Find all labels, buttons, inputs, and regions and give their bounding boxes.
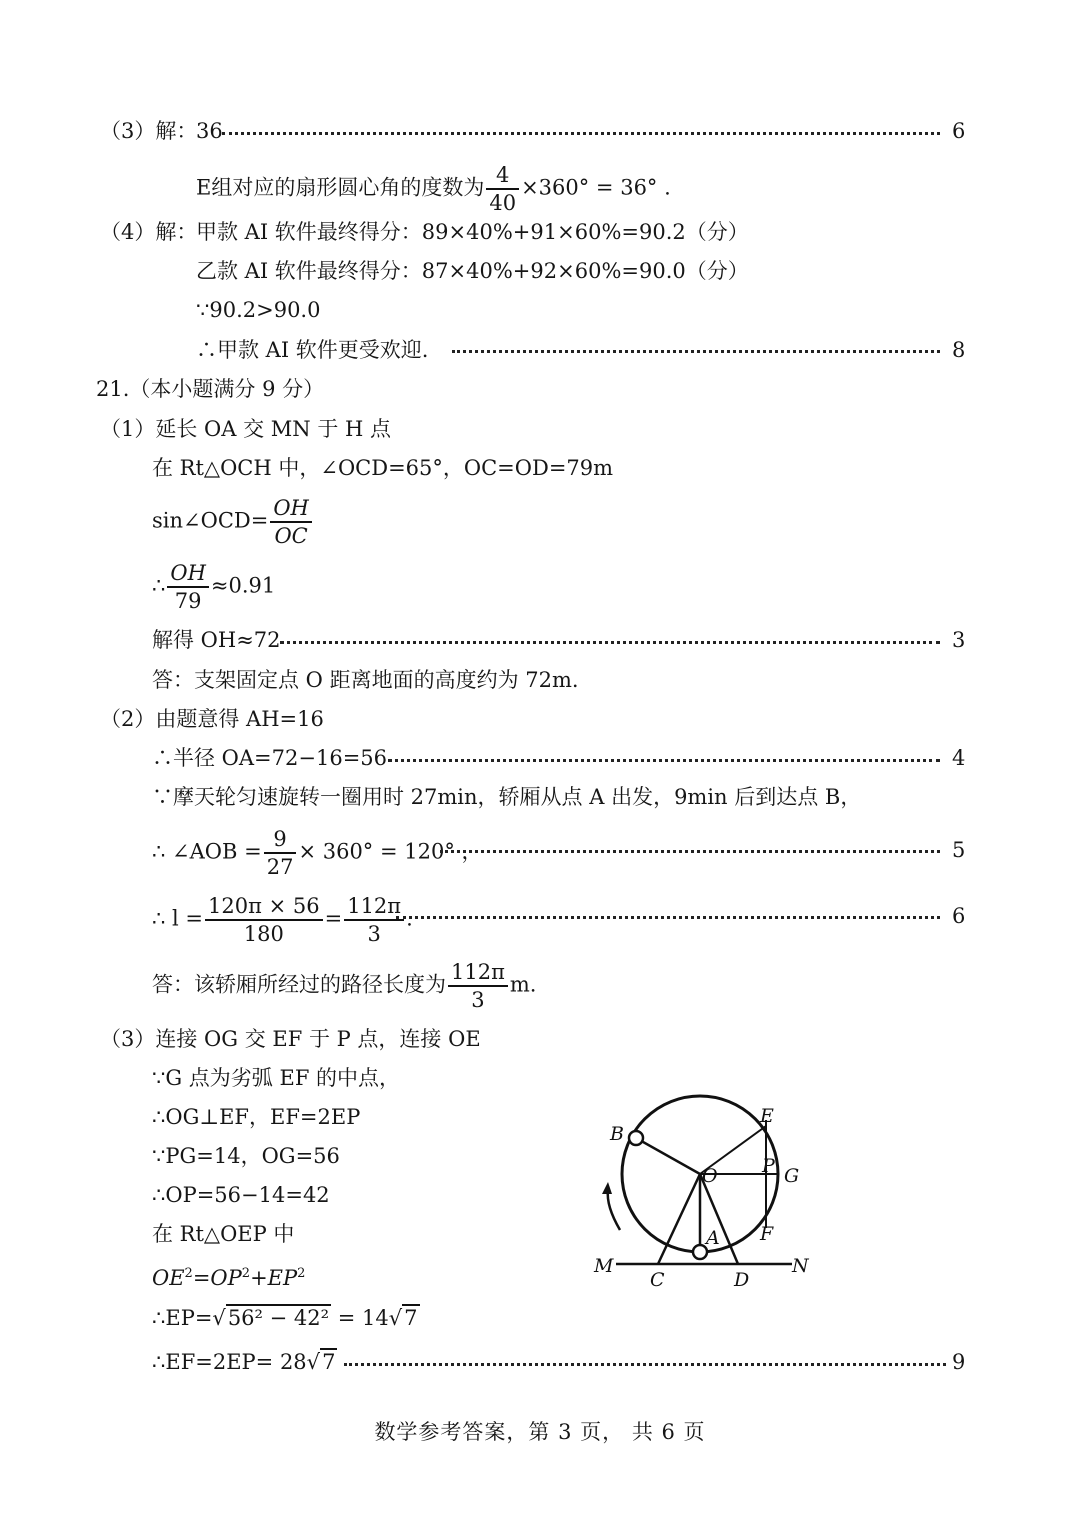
leader-dots	[452, 350, 940, 353]
q21-2-line1: （2）由题意得 AH=16	[100, 707, 324, 731]
label-b: B	[610, 1123, 624, 1145]
q21-1-sin-equation: sin∠OCD= $\frac{OH}{OC}$	[152, 495, 314, 549]
leader-dots	[396, 916, 940, 919]
radius-ob	[636, 1138, 700, 1174]
leader-dots	[280, 641, 940, 644]
fraction: $\frac{4}{40}$	[486, 162, 519, 216]
score-mark: 6	[952, 119, 966, 143]
sqrt-icon: √	[212, 1306, 226, 1330]
q21-2-answer: 答：该轿厢所经过的路径长度为 $\frac{112\pi}{3}$ m.	[152, 960, 537, 1012]
q21-3-line4: ∵PG=14，OG=56	[152, 1144, 340, 1168]
q21-1-solve: 解得 OH≈72	[152, 628, 281, 652]
q20-3-label: （3）解：	[100, 119, 198, 143]
q21-3-line6: 在 Rt△OEP 中	[152, 1222, 295, 1246]
leader-dots	[388, 759, 940, 762]
score-mark: 3	[952, 628, 966, 652]
rotation-arrow-icon	[608, 1190, 620, 1230]
label-n: N	[792, 1255, 809, 1277]
label-c: C	[650, 1269, 665, 1290]
score-mark: 9	[952, 1350, 966, 1374]
sqrt-icon: √	[388, 1306, 403, 1330]
q20-4-label: （4）解：	[100, 220, 198, 244]
fraction: $\frac{112\pi}{3}$	[448, 959, 508, 1013]
label-p: P	[762, 1155, 775, 1177]
fraction: $\frac{120\pi \times 56}{180}$	[205, 893, 323, 947]
score-mark: 4	[952, 746, 966, 770]
q21-2-angle: ∴ ∠AOB = $\frac{9}{27}$ × 360° = 120° ，	[152, 827, 483, 879]
q21-2-arc-length: ∴ l = $\frac{120\pi \times 56}{180}$ = $\frac{112\pi}{3}$ .	[152, 894, 413, 946]
q20-4-line3: ∵90.2>90.0	[196, 298, 321, 322]
arrow-head-icon	[602, 1182, 612, 1194]
cabin-b	[629, 1131, 643, 1145]
q20-4-line1: 甲款 AI 软件最终得分：89×40%+91×60%=90.2（分）	[196, 220, 749, 244]
label-a: A	[706, 1227, 720, 1249]
label-d: D	[734, 1269, 750, 1290]
q21-3-ep: ∴EP=√56² − 42² = 14√7	[152, 1306, 418, 1330]
cabin-a	[693, 1245, 707, 1259]
q21-1-line2: 在 Rt△OCH 中，∠OCD=65°，OC=OD=79m	[152, 456, 614, 480]
label-g: G	[784, 1165, 800, 1187]
label-o: O	[702, 1165, 718, 1187]
q21-1-approx: ∴ $\frac{OH}{79}$ ≈0.91	[152, 561, 276, 613]
leader-dots	[440, 850, 940, 853]
score-mark: 8	[952, 338, 966, 362]
q21-2-radius: ∴半径 OA=72−16=56	[152, 746, 388, 770]
q20-3-answer: 36	[196, 119, 223, 143]
fraction: $\frac{OH}{79}$	[167, 560, 209, 614]
sqrt-icon: √	[306, 1350, 321, 1374]
label-m: M	[594, 1255, 614, 1277]
fraction: $\frac{112\pi}{3}$	[344, 893, 404, 947]
leader-dots	[222, 132, 940, 135]
q20-4-line4: ∴甲款 AI 软件更受欢迎.	[196, 338, 429, 362]
q21-3-line5: ∴OP=56−14=42	[152, 1183, 330, 1207]
q21-1-answer: 答：支架固定点 O 距离地面的高度约为 72m.	[152, 668, 579, 692]
page-footer: 数学参考答案，第 3 页， 共 6 页	[374, 1420, 706, 1444]
q21-3-line3: ∴OG⊥EF，EF=2EP	[152, 1105, 361, 1129]
score-mark: 5	[952, 838, 966, 862]
label-e: E	[760, 1105, 774, 1127]
q21-1-line1: （1）延长 OA 交 MN 于 H 点	[100, 417, 391, 441]
q21-3-ef: ∴EF=2EP= 28√7	[152, 1350, 336, 1374]
q21-3-line1: （3）连接 OG 交 EF 于 P 点，连接 OE	[100, 1027, 481, 1051]
fraction: $\frac{OH}{OC}$	[270, 495, 312, 549]
ferris-wheel-diagram	[580, 1090, 820, 1290]
leader-dots	[344, 1363, 946, 1366]
q21-3-pythagoras: $OE^2=OP^2+EP^2$	[152, 1266, 306, 1290]
q21-3-line2: ∵G 点为劣弧 EF 的中点，	[152, 1066, 401, 1090]
score-mark: 6	[952, 904, 966, 928]
q20-4-line2: 乙款 AI 软件最终得分：87×40%+92×60%=90.0（分）	[196, 259, 749, 283]
label-f: F	[760, 1223, 774, 1245]
q20-3-line2: E组对应的扇形圆心角的度数为 $\frac{4}{40}$ ×360° = 36° .	[196, 163, 671, 215]
q21-2-rotation: ∵摩天轮匀速旋转一圈用时 27min，轿厢从点 A 出发，9min 后到达点 B，	[152, 785, 862, 809]
fraction: $\frac{9}{27}$	[264, 826, 297, 880]
q21-header: 21.（本小题满分 9 分）	[96, 377, 325, 401]
